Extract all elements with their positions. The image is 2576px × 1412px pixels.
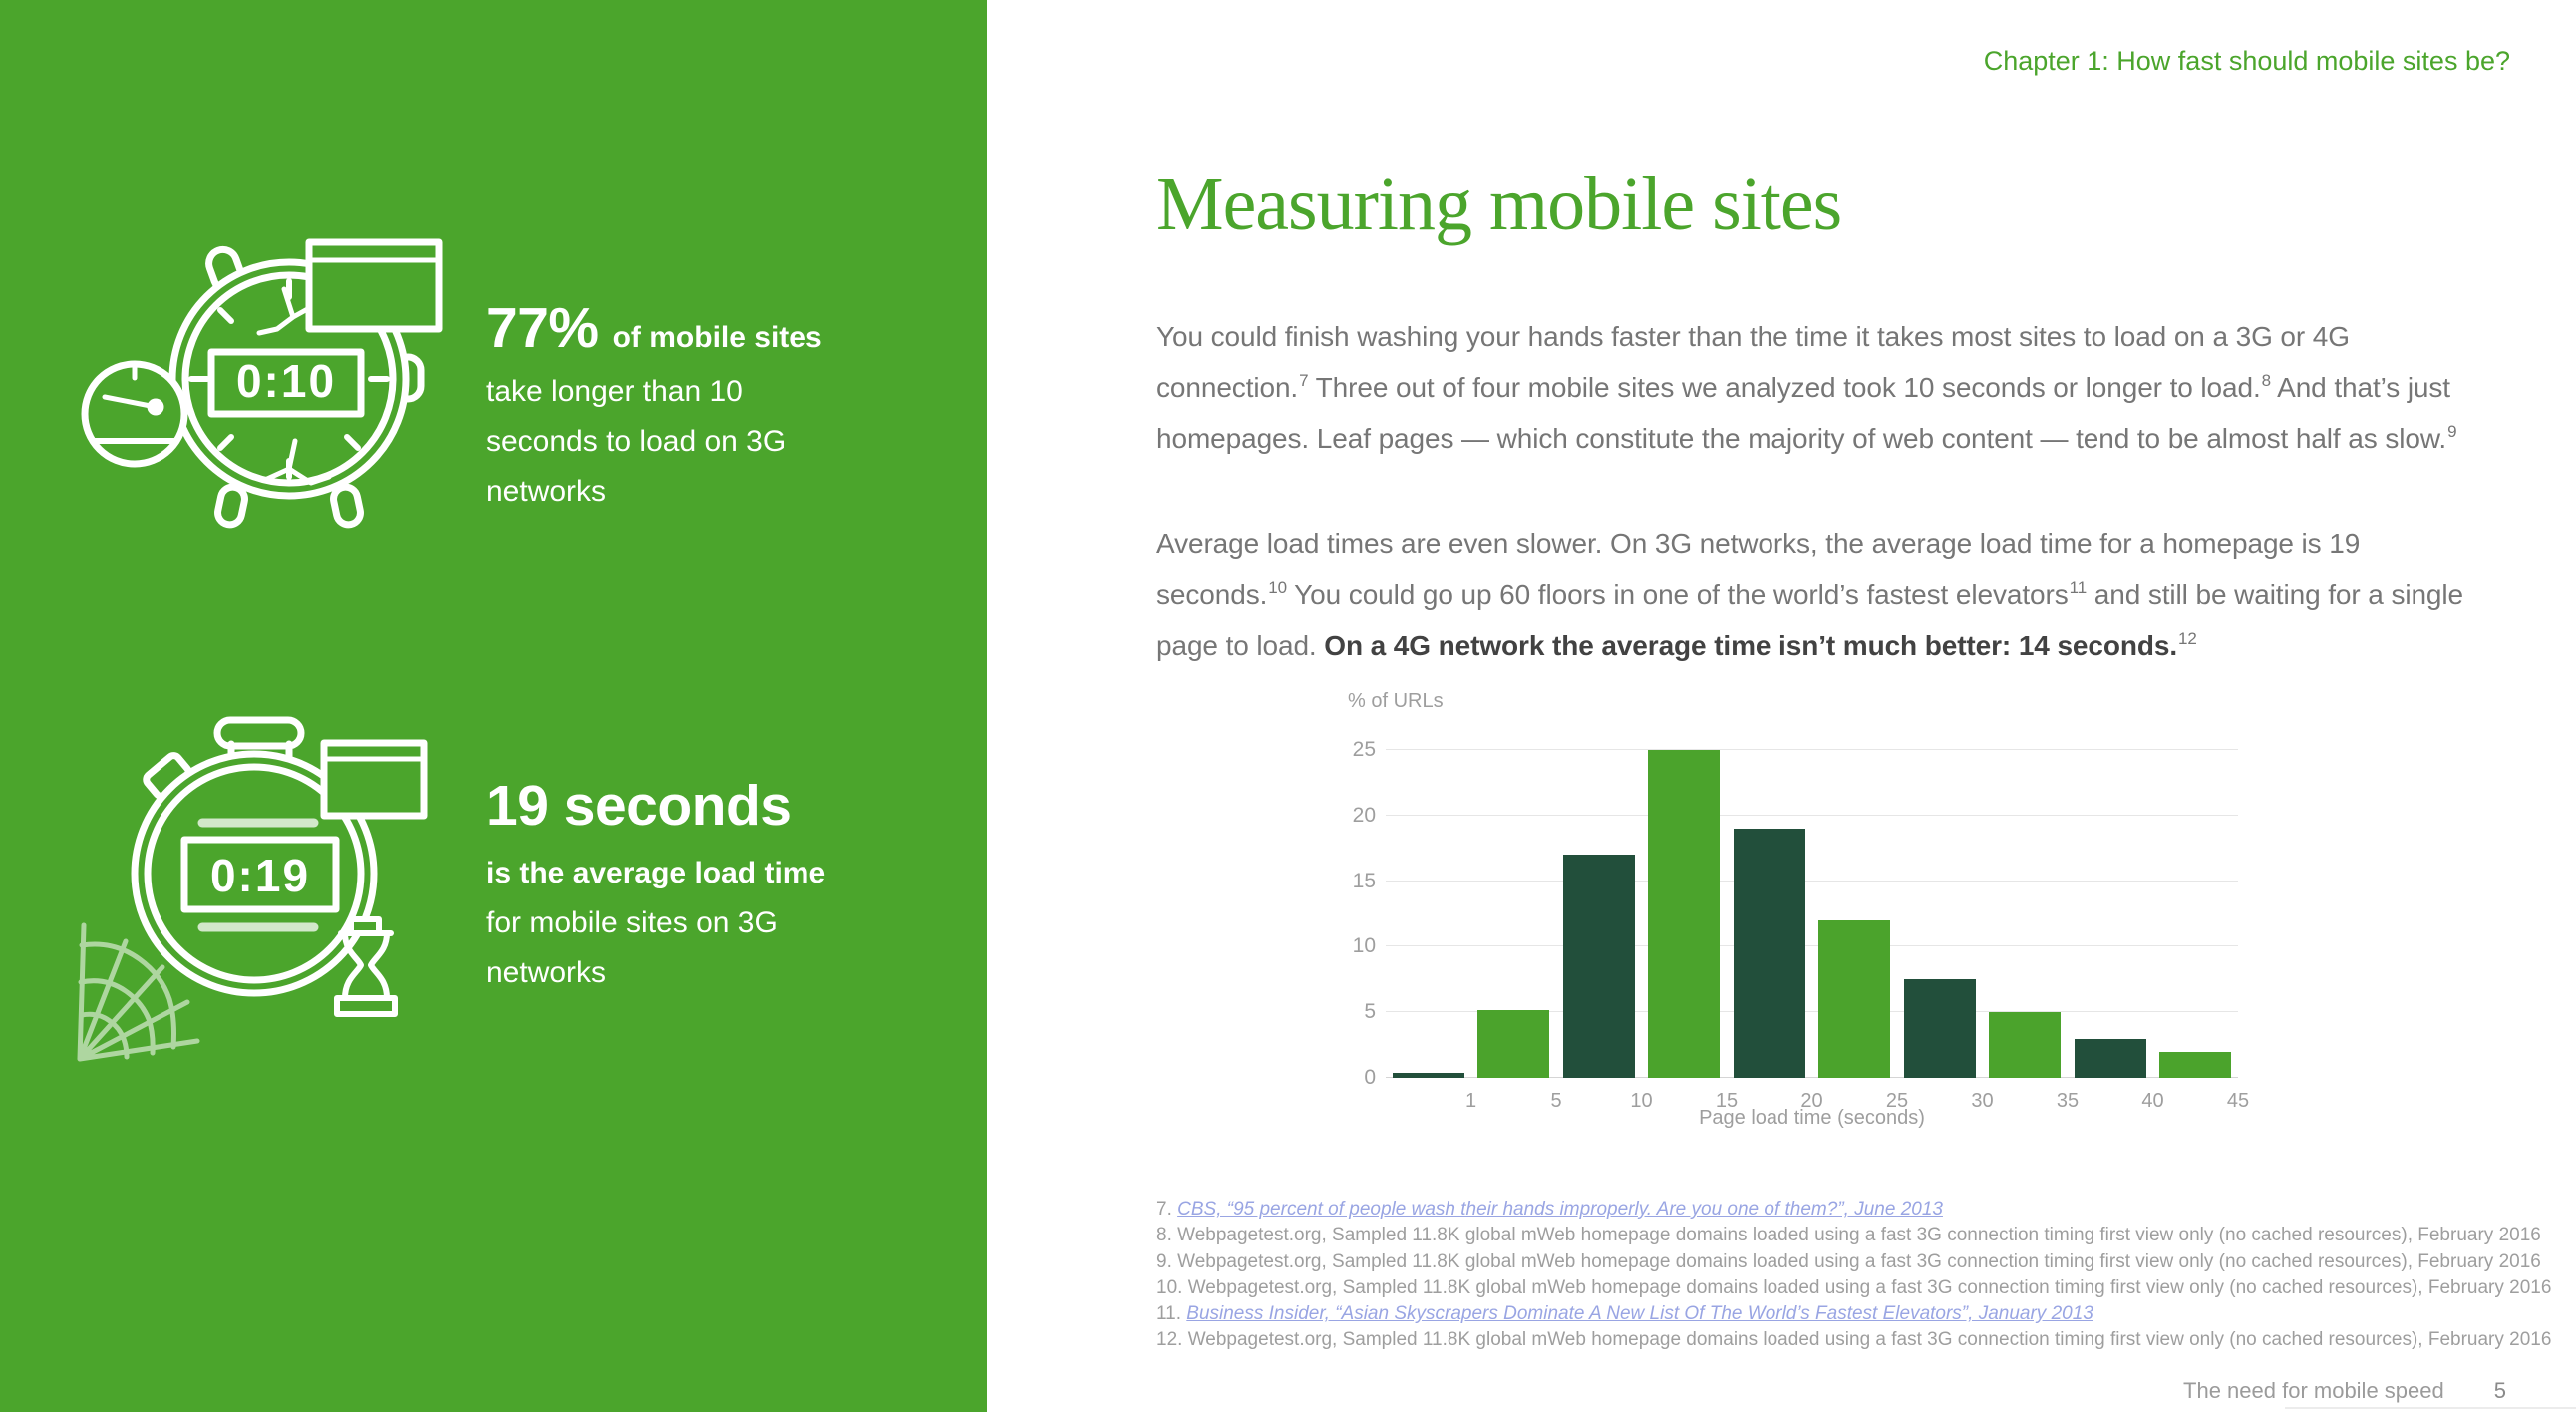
text-segment: You could finish washing your hands faster than the time it takes most sites to load on a 3G or 4G connection. — [1156, 321, 2350, 403]
footnote-number: 8. — [1156, 1225, 1178, 1246]
stat2-value: 19 seconds — [486, 774, 792, 838]
stat1-line3: networks — [486, 475, 607, 508]
text-segment: You could go up 60 floors in one of the world’s fastest elevators — [1287, 579, 2069, 610]
y-tick-label: 15 — [1352, 869, 1376, 892]
footnote-link[interactable]: Business Insider, “Asian Skyscrapers Dominate A New List Of The World’s Fastest Elevators”, January 2013 — [1186, 1303, 2093, 1325]
y-tick-label: 5 — [1364, 1000, 1376, 1024]
broken-alarm-clock-illustration — [80, 229, 479, 558]
footnote-number: 11. — [1156, 1303, 1187, 1325]
y-tick-label: 10 — [1352, 934, 1376, 958]
stopwatch-icon — [60, 698, 479, 1077]
footnote-text: Webpagetest.org, Sampled 11.8K global mWeb homepage domains loaded using a fast 3G connection timing first view only (no cached resources), February 2016 — [1187, 1276, 2552, 1298]
footnote-marker: 9 — [2447, 421, 2457, 441]
stat1-line1: take longer than 10 — [486, 375, 743, 408]
y-tick-label: 0 — [1364, 1066, 1376, 1089]
stat2-headline: is the average load time — [486, 857, 826, 889]
bar-bin-7 — [1989, 1012, 2061, 1078]
x-tick-label: 1 — [1464, 1090, 1477, 1112]
chart-x-axis-title: Page load time (seconds) — [1699, 1107, 1925, 1129]
text-segment: Average load times are even slower. On 3G networks, the average load time for a homepage is 19 seconds. — [1156, 529, 2361, 610]
gridline-y-10 — [1386, 945, 2238, 946]
x-tick-label: 25 — [1885, 1090, 1909, 1112]
bar-bin-4 — [1734, 829, 1805, 1078]
bar-bin-3 — [1648, 750, 1720, 1078]
bar-bin-0 — [1393, 1073, 1464, 1078]
load-time-histogram — [1348, 690, 2250, 1129]
stat1-value: 77% — [486, 296, 599, 360]
stat1-headline: of mobile sites — [612, 321, 822, 354]
footnote-number: 12. — [1156, 1329, 1188, 1351]
bold-text-segment: On a 4G network the average time isn’t much better: 14 seconds. — [1324, 630, 2178, 661]
page-title: Measuring mobile sites — [1156, 163, 1842, 246]
stat-19-seconds — [486, 773, 825, 998]
footnote-marker: 8 — [2261, 370, 2271, 390]
body-paragraph-2 — [1156, 519, 2474, 671]
stat2-line1: for mobile sites on 3G — [486, 906, 778, 939]
alarm-clock-icon — [80, 229, 479, 558]
bar-bin-6 — [1904, 979, 1976, 1078]
footer-page-number: 5 — [2493, 1378, 2506, 1403]
stopwatch-display-time: 0:19 — [209, 850, 311, 901]
chapter-heading: Chapter 1: How fast should mobile sites be? — [1983, 46, 2510, 76]
page-footer — [2183, 1378, 2506, 1404]
footnote-text: Webpagetest.org, Sampled 11.8K global mWeb homepage domains loaded using a fast 3G connection timing first view only (no cached resources), February 2016 — [1177, 1250, 2541, 1272]
gridline-y-25 — [1386, 749, 2238, 750]
x-tick-label: 30 — [1971, 1090, 1994, 1112]
footer-report-title: The need for mobile speed — [2183, 1378, 2444, 1403]
text-segment: and still be waiting for a single page to load. — [1156, 579, 2464, 661]
footnote-item — [1156, 1301, 2482, 1327]
x-tick-label: 35 — [2056, 1090, 2080, 1112]
stat2-line2: networks — [486, 956, 607, 989]
bar-bin-1 — [1477, 1010, 1549, 1078]
footnote-item — [1156, 1223, 2541, 1248]
text-segment: And that’s just homepages. Leaf pages — which constitute the majority of web content — tend to be almost half as slow. — [1156, 372, 2450, 454]
x-tick-label: 10 — [1630, 1090, 1653, 1112]
footnote-link[interactable]: CBS, “95 percent of people wash their hands improperly. Are you one of them?”, June 2013 — [1177, 1199, 1943, 1220]
footnote-number: 7. — [1156, 1199, 1178, 1220]
footnote-text: Webpagetest.org, Sampled 11.8K global mWeb homepage domains loaded using a fast 3G connection timing first view only (no cached resources), February 2016 — [1187, 1329, 2552, 1351]
footnote-item — [1156, 1275, 2552, 1301]
bottom-rule — [2285, 1407, 2576, 1409]
footnote-marker: 11 — [2069, 577, 2088, 597]
chart-plot-area — [1352, 731, 2250, 1112]
footnote-item — [1156, 1249, 2541, 1275]
footnote-number: 10. — [1156, 1276, 1188, 1298]
bar-bin-5 — [1818, 920, 1890, 1078]
text-segment: Three out of four mobile sites we analyzed took 10 seconds or longer to load. — [1308, 372, 2261, 403]
gridline-y-15 — [1386, 881, 2238, 882]
x-tick-label: 15 — [1715, 1090, 1739, 1112]
footnote-marker: 12 — [2178, 628, 2197, 648]
footnotes-list — [1156, 1197, 2552, 1354]
clock-display-time: 0:10 — [235, 355, 337, 407]
footnote-text: Webpagetest.org, Sampled 11.8K global mWeb homepage domains loaded using a fast 3G connection timing first view only (no cached resources), February 2016 — [1177, 1225, 2541, 1246]
footnote-number: 9. — [1156, 1250, 1178, 1272]
bar-bin-9 — [2159, 1052, 2231, 1078]
bar-bin-2 — [1563, 855, 1635, 1078]
gridline-y-20 — [1386, 815, 2238, 816]
x-tick-label: 45 — [2226, 1090, 2250, 1112]
footnote-marker: 10 — [1268, 577, 1287, 597]
stat1-line2: seconds to load on 3G — [486, 425, 787, 458]
bar-bin-8 — [2075, 1039, 2146, 1078]
x-tick-label: 20 — [1800, 1090, 1823, 1112]
x-tick-label: 5 — [1550, 1090, 1562, 1112]
hourglass-icon — [337, 919, 395, 1014]
footnote-item — [1156, 1327, 2552, 1353]
x-tick-label: 40 — [2141, 1090, 2164, 1112]
green-infographic-panel — [0, 0, 987, 1412]
chart-y-axis-label: % of URLs — [1348, 690, 1444, 712]
body-paragraph-1 — [1156, 311, 2474, 464]
footnote-item — [1156, 1197, 2482, 1223]
stopwatch-cobweb-illustration — [60, 698, 479, 1077]
y-tick-label: 25 — [1352, 738, 1376, 761]
y-tick-label: 20 — [1352, 803, 1376, 827]
footnote-marker: 7 — [1299, 370, 1309, 390]
stat-77-percent — [486, 295, 822, 517]
